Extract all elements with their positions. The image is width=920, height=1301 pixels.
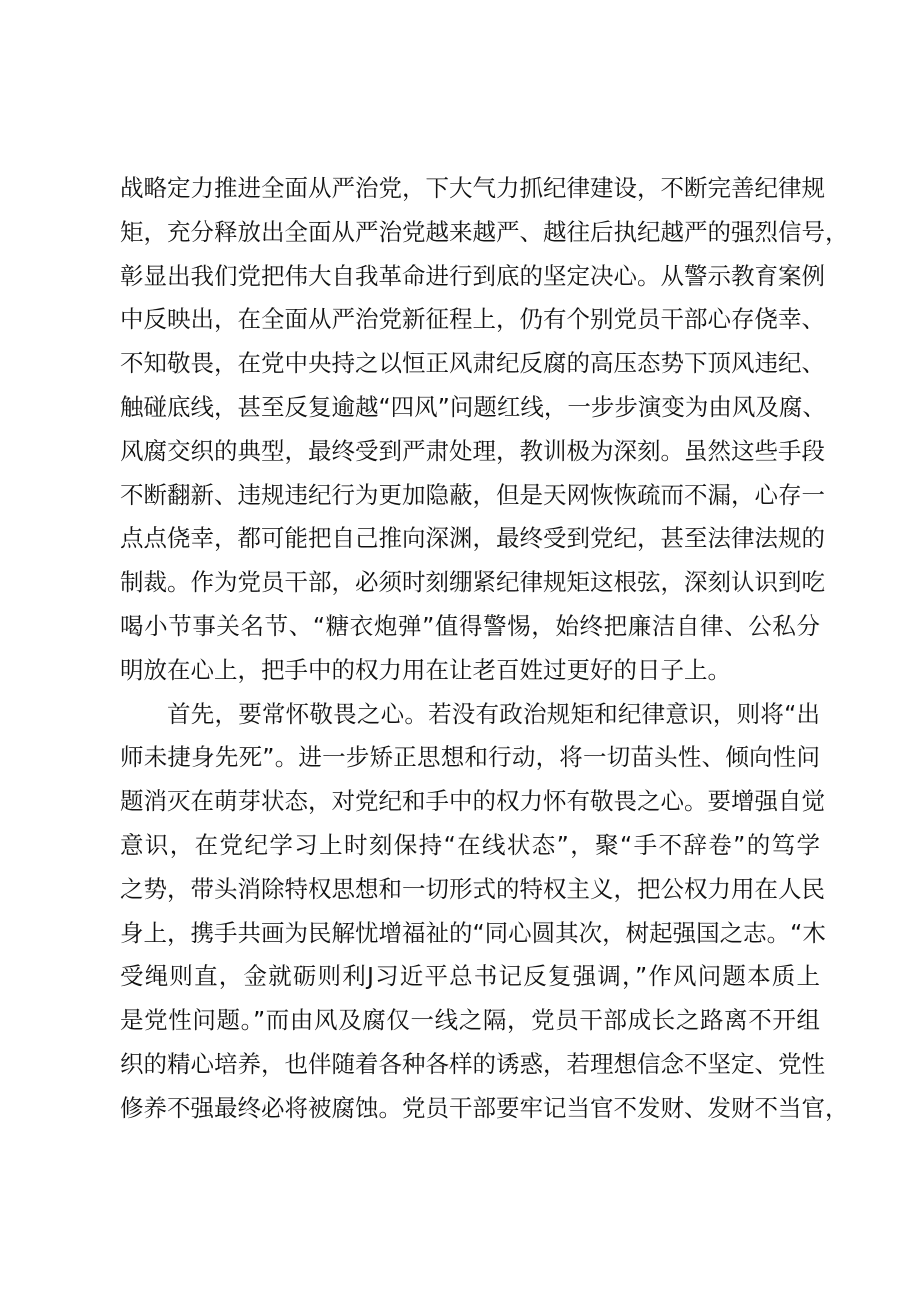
paragraph-end-line: 明放在心上，把手中的权力用在让老百姓过更好的日子上。 bbox=[120, 655, 731, 684]
text-line: 喝小节事关名节、“糖衣炮弹”值得警惕，始终把廉洁自律、公私分 bbox=[120, 611, 820, 640]
text-line: 题消灭在萌芽状态，对党纪和手中的权力怀有敬畏之心。要增强自觉 bbox=[120, 787, 825, 816]
text-line: 是党性问题。”而由风及腐仅一线之隔，党员干部成长之路离不开组 bbox=[120, 1006, 820, 1035]
text-line: 触碰底线，甚至反复逾越“四风”问题红线，一步步演变为由风及腐、 bbox=[120, 392, 826, 421]
text-line: 身上，携手共画为民解忧增福祉的“同心圆其次，树起强国之志。“木 bbox=[120, 918, 826, 947]
text-line: 师未捷身先死”。进一步矫正思想和行动，将一切苗头性、倾向性问 bbox=[120, 743, 820, 772]
text-line: 织的精心培养，也伴随着各种各样的诱惑，若理想信念不坚定、党性 bbox=[120, 1049, 825, 1078]
text-line: 之势，带头消除特权思想和一切形式的特权主义，把公权力用在人民 bbox=[120, 874, 825, 903]
paragraph-first-line: 首先，要常怀敬畏之心。若没有政治规矩和纪律意识，则将“出 bbox=[167, 699, 820, 728]
text-line: 彰显出我们党把伟大自我革命进行到底的坚定决心。从警示教育案例 bbox=[120, 261, 825, 290]
text-line: 矩，充分释放出全面从严治党越来越严、越往后执纪越严的强烈信号， bbox=[120, 217, 849, 246]
text-line: 不断翻新、违规违纪行为更加隐蔽，但是天网恢恢疏而不漏，心存一 bbox=[120, 480, 825, 509]
text-line: 制裁。作为党员干部，必须时刻绷紧纪律规矩这根弦，深刻认识到吃 bbox=[120, 568, 825, 597]
text-line: 修养不强最终必将被腐蚀。党员干部要牢记当官不发财、发财不当官， bbox=[120, 1093, 849, 1122]
text-line: 点点侥幸，都可能把自己推向深渊，最终受到党纪，甚至法律法规的 bbox=[120, 524, 825, 553]
text-line: 受绳则直，金就砺则利J习近平总书记反复强调，”作风问题本质上 bbox=[120, 962, 820, 991]
text-line: 不知敬畏，在党中央持之以恒正风肃纪反腐的高压态势下顶风违纪、 bbox=[120, 349, 825, 378]
body-text bbox=[120, 167, 849, 1131]
text-line: 风腐交织的典型，最终受到严肃处理，教训极为深刻。虽然这些手段 bbox=[120, 436, 825, 465]
text-line: 意识，在党纪学习上时刻保持“在线状态”，聚“手不辞卷”的笃学 bbox=[120, 830, 820, 859]
text-line: 战略定力推进全面从严治党，下大气力抓纪律建设，不断完善纪律规 bbox=[120, 174, 825, 202]
text-line: 中反映出，在全面从严治党新征程上，仍有个别党员干部心存侥幸、 bbox=[120, 305, 825, 334]
